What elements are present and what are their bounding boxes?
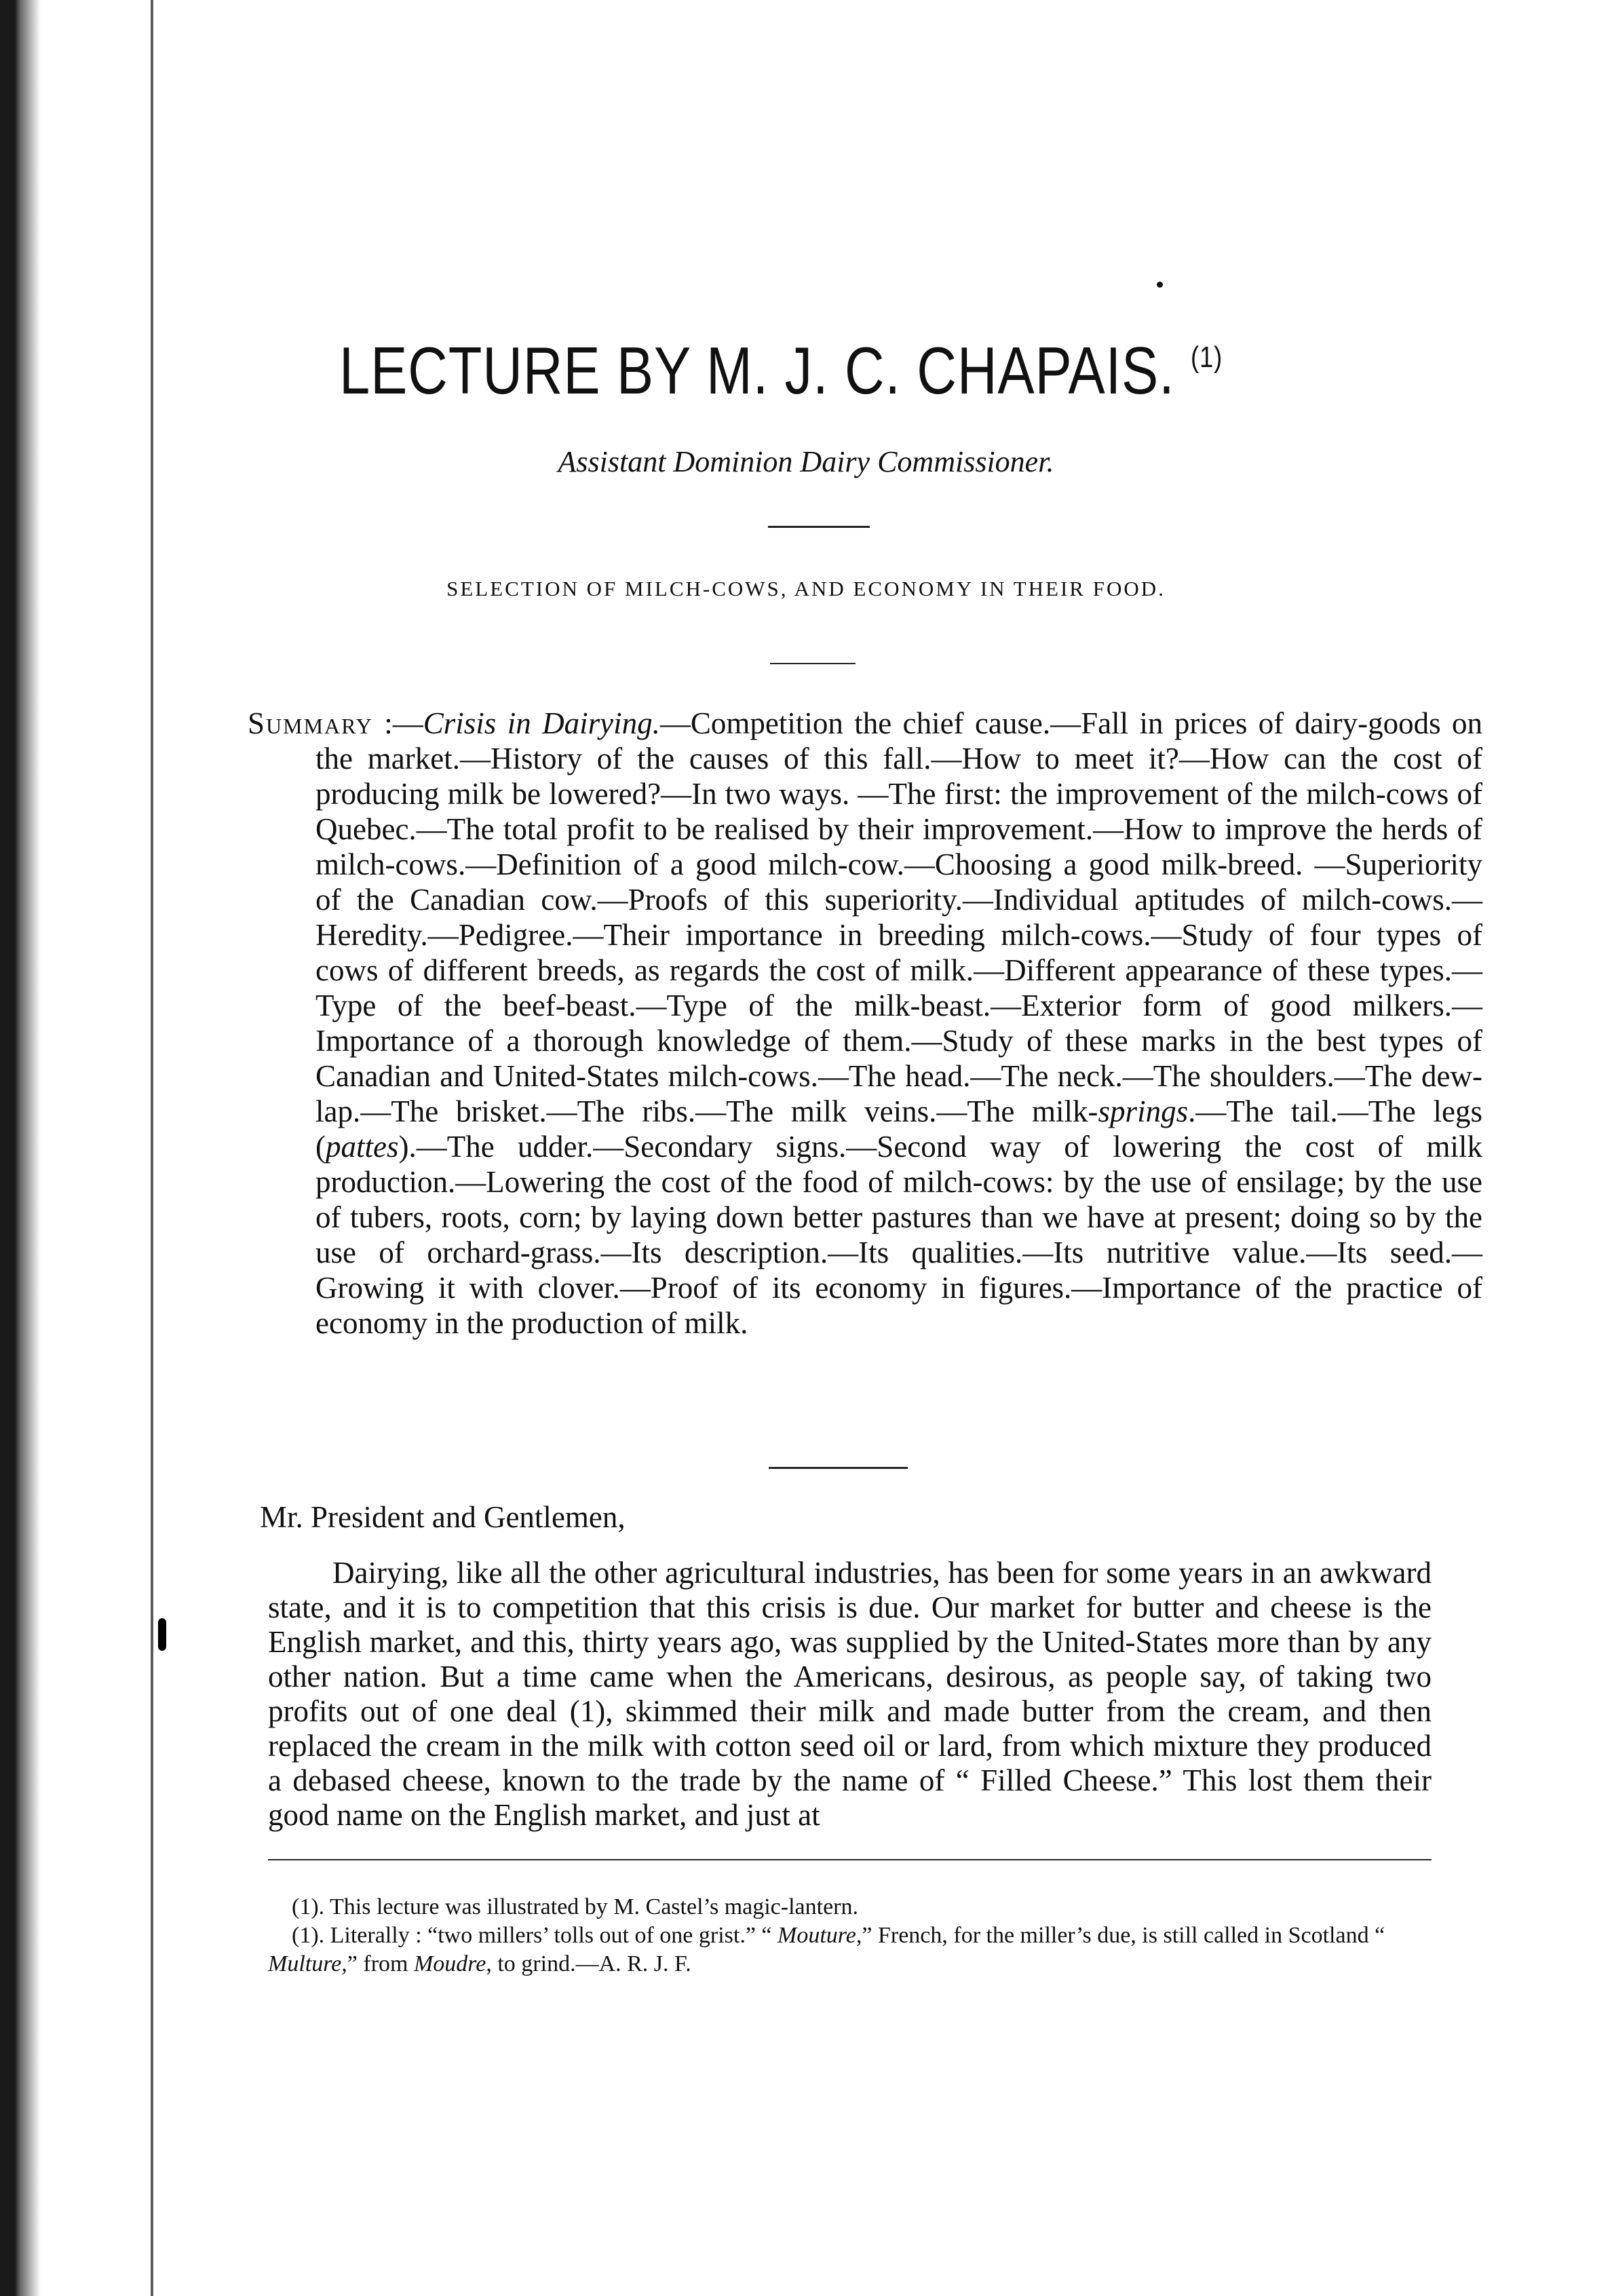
- footnote-2-moudre: Moudre: [413, 1951, 486, 1976]
- summary-springs: springs: [1098, 1094, 1189, 1128]
- summary-text-1: —Competition the chief cause.—Fall in prices of dairy-goods on the market.—History of the causes of this fall.—How to meet it?—How can the cost of producing milk be lowered?—In two ways. —The first: the improvement of the milch-cows of Quebec.—The total profit to be realised by their improvement.—How to improve the herds of milch-cows.—Definition of a good milch-cow.—Choosing a good milk-breed. —Superiority of the Canadian cow.—Proofs of this superiority.—Individual aptitudes of milch-cows.—Heredity.—Pedigree.—Their importance in breeding milch-cows.—Study of four types of cows of different breeds, as regards the cost of milk.—Different appearance of these types.—Type of the beef-beast.—Type of the milk-beast.—Exterior form of good milkers.—Importance of a thorough knowledge of them.—Study of these marks in the best types of Canadian and United-States milch-cows.—The head.—The neck.—The shoulders.—The dew-lap.—The brisket.—The ribs.—The milk veins.—The milk-: [315, 706, 1482, 1128]
- body-paragraph: Dairying, like all the other agricultural industries, has been for some years in an awkward state, and it is to competition that this crisis is due. Our market for butter and cheese is the English market, and this, thirty years ago, was supplied by the United-States more than by any other nation. But a time came when the Americans, desirous, as people say, of taking two profits out of one deal (1), skimmed their milk and made butter from the cream, and then replaced the cream in the milk with cotton seed oil or lard, from which mixture they produced a debased cheese, known to the trade by the name of “ Filled Cheese.” This lost them their good name on the English market, and just at: [268, 1556, 1432, 1832]
- footnote-2-text-b: ” French, for the miller’s due, is still called in Scotland “: [862, 1923, 1385, 1948]
- section-heading: SELECTION OF MILCH-COWS, AND ECONOMY IN THEIR FOOD.: [446, 577, 1166, 600]
- divider-rule-3: [769, 1467, 908, 1469]
- page-title: [339, 332, 1223, 409]
- summary-pattes: pattes: [326, 1130, 399, 1164]
- binding-gutter-line: [151, 0, 153, 2296]
- ink-dot: [1157, 282, 1163, 288]
- footnote-2-multure: Multure,: [268, 1951, 347, 1976]
- footnote-rule: [268, 1859, 1432, 1860]
- summary-text-2: .—The tail.—The legs (: [315, 1094, 1482, 1164]
- summary-paragraph: [248, 706, 1482, 1341]
- footnote-2-text-c: ” from: [347, 1951, 414, 1976]
- title-text: LECTURE BY M. J. C. CHAPAIS.: [339, 333, 1175, 408]
- page-edge-shadow: [0, 0, 41, 2296]
- footnote-2-mouture: Mouture,: [778, 1923, 862, 1948]
- divider-rule-1: [768, 526, 870, 528]
- title-footnote-marker: (1): [1190, 341, 1223, 374]
- footnote-2: [268, 1921, 1432, 1978]
- footnote-2-text-a: (1). Literally : “two millers’ tolls out of one grist.” “: [292, 1923, 778, 1948]
- summary-text-3: ).—The udder.—Secondary signs.—Second way of lowering the cost of milk production.—Lowering the cost of the food of milch-cows: by the use of ensilage; by the use of tubers, roots, corn; by laying down better pastures than we have at present; doing so by the use of orchard-grass.—Its description.—Its qualities.—Its nutritive value.—Its seed.—Growing it with clover.—Proof of its economy in figures.—Importance of the practice of economy in the production of milk.: [315, 1130, 1482, 1340]
- author-role-subtitle: Assistant Dominion Dairy Commissioner.: [558, 445, 1054, 478]
- binding-mark: [158, 1618, 166, 1651]
- footnote-1: (1). This lecture was illustrated by M. Castel’s magic-lantern.: [292, 1894, 858, 1919]
- footnotes: [268, 1893, 1432, 1978]
- salutation: Mr. President and Gentlemen,: [260, 1500, 626, 1534]
- summary-lead: :—: [372, 706, 423, 740]
- footnote-2-text-d: , to grind.—A. R. J. F.: [486, 1951, 691, 1976]
- summary-label: Summary: [248, 706, 373, 740]
- divider-rule-2: [770, 663, 856, 664]
- summary-crisis-title: Crisis in Dairying.: [423, 706, 660, 740]
